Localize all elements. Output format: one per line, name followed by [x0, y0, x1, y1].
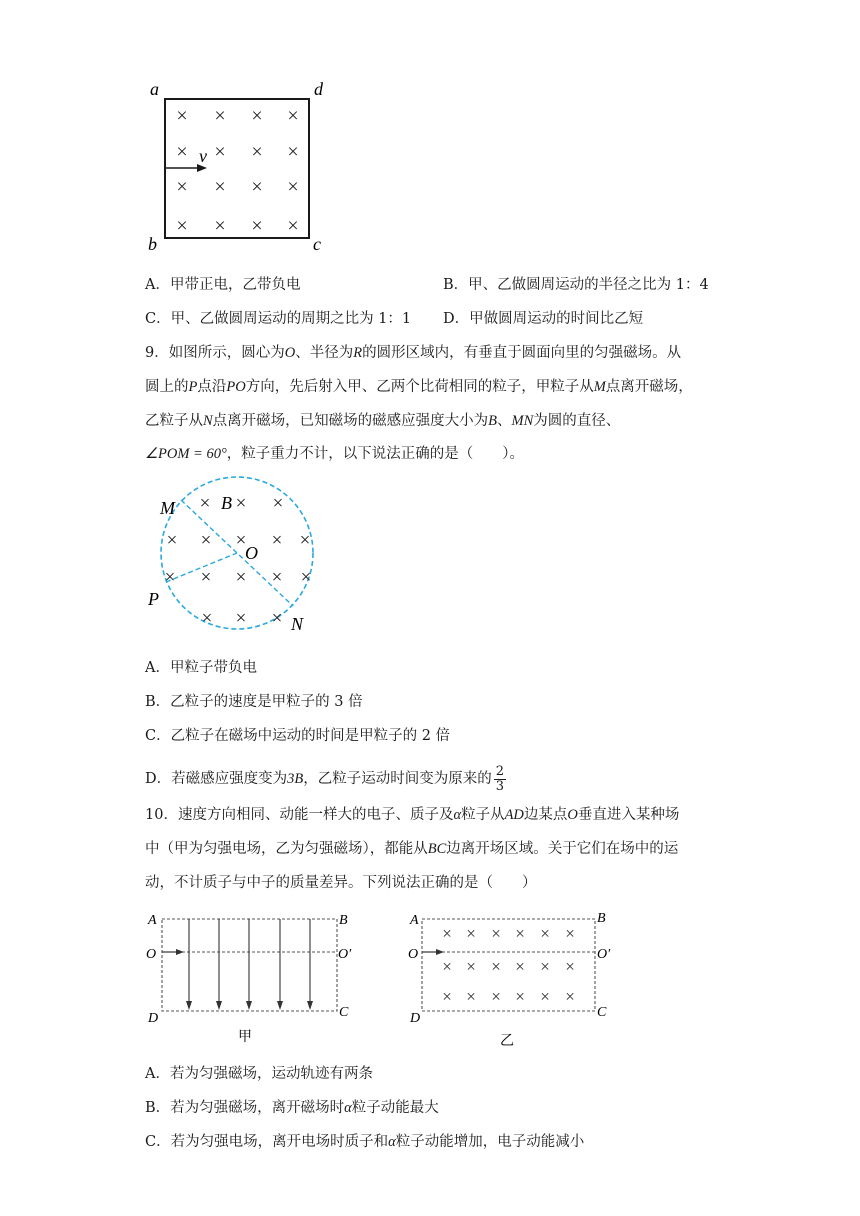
field-cross: ×: [251, 176, 263, 198]
q10-stem-line-2: 中（甲为匀强电场，乙为匀强磁场），都能从BC边离开场区域。关于它们在场中的运: [145, 841, 679, 857]
q10-stem-line-3: 动，不计质子与中子的质量差异。下列说法正确的是（ ）: [145, 875, 537, 891]
field-cross: ×: [235, 530, 247, 551]
label-o-prime: O′: [338, 947, 352, 962]
field-cross: ×: [272, 493, 284, 514]
q8-option-d: D．甲做圆周运动的时间比乙短: [443, 311, 644, 327]
corner-label-c: c: [313, 234, 321, 254]
field-cross: ×: [466, 987, 476, 1006]
corner-label-a: a: [150, 79, 159, 99]
field-cross: ×: [199, 493, 211, 514]
field-cross: ×: [235, 493, 247, 514]
field-line-arrowhead: [246, 1001, 252, 1010]
q9-option-a: A．甲粒子带负电: [145, 660, 257, 676]
field-cross: ×: [466, 957, 476, 976]
field-line-arrowhead: [277, 1001, 283, 1010]
entry-arrow-head: [176, 949, 184, 955]
label-d: D: [148, 1011, 159, 1026]
field-cross: ×: [235, 567, 247, 588]
field-cross: ×: [176, 141, 188, 163]
q9-stem-line-3: 乙粒子从N点离开磁场，已知磁场的磁感应强度大小为B、MN为圆的直径、: [145, 413, 621, 429]
q8-option-c: C．甲、乙做圆周运动的周期之比为 1：1: [145, 311, 412, 327]
label-b: B: [597, 911, 606, 926]
field-cross: ×: [200, 567, 212, 588]
label-a: A: [410, 913, 419, 928]
field-cross: ×: [164, 567, 176, 588]
label-o: O: [146, 947, 157, 962]
field-cross: ×: [565, 987, 575, 1006]
field-cross: ×: [287, 105, 299, 127]
field-cross: ×: [251, 215, 263, 237]
field-cross: ×: [442, 957, 452, 976]
field-cross: ×: [300, 567, 312, 588]
q10-stem-line-1: 10．速度方向相同、动能一样大的电子、质子及α粒子从AD边某点O垂直进入某种场: [145, 807, 680, 823]
field-line-arrowhead: [186, 1001, 192, 1010]
label-c: C: [339, 1005, 349, 1020]
field-cross: ×: [271, 567, 283, 588]
field-cross: ×: [214, 141, 226, 163]
center-label-o: O: [245, 543, 258, 563]
square-field-figure: [0, 0, 860, 260]
field-cross: ×: [235, 608, 247, 629]
field-cross: ×: [442, 987, 452, 1006]
field-cross: ×: [214, 176, 226, 198]
field-cross: ×: [176, 215, 188, 237]
field-label-b: B: [221, 493, 232, 513]
q10-option-b: B．若为匀强磁场，离开磁场时α粒子动能最大: [145, 1100, 439, 1116]
cross-marks: [165, 493, 312, 629]
label-d: D: [410, 1011, 421, 1026]
field-cross: ×: [540, 924, 550, 943]
q9-angle: ∠POM = 60°: [145, 446, 227, 462]
electric-field-figure: [146, 913, 352, 1045]
field-cross: ×: [299, 530, 311, 551]
field-cross: ×: [565, 957, 575, 976]
field-cross: ×: [251, 141, 263, 163]
field-cross: ×: [176, 105, 188, 127]
label-b: B: [339, 913, 348, 928]
q10-option-c: C．若为匀强电场，离开电场时质子和α粒子动能增加，电子动能减小: [145, 1134, 585, 1150]
point-label-m: M: [160, 498, 175, 518]
label-o: O: [408, 947, 419, 962]
cross-marks: [442, 924, 575, 1006]
corner-label-d: d: [314, 79, 323, 99]
field-cross: ×: [271, 530, 283, 551]
circle-field-figure: [0, 470, 860, 670]
field-cross: ×: [515, 957, 525, 976]
entry-arrow-head: [436, 949, 444, 955]
caption-yi: 乙: [500, 1034, 514, 1049]
field-cross: ×: [515, 987, 525, 1006]
field-line-arrowhead: [307, 1001, 313, 1010]
point-label-p: P: [148, 589, 159, 609]
q9-stem-line-4: ∠POM = 60°，粒子重力不计，以下说法正确的是（ ）。: [145, 446, 524, 462]
field-rectangles-figure: [0, 905, 860, 1055]
q9-option-d: D．若磁感应强度变为3B，乙粒子运动时间变为原来的 $\frac{2}{3}$: [145, 763, 505, 794]
field-cross: ×: [442, 924, 452, 943]
q9-option-b: B．乙粒子的速度是甲粒子的 3 倍: [145, 694, 363, 710]
field-cross: ×: [565, 924, 575, 943]
field-cross: ×: [491, 924, 501, 943]
q9-stem-line-2: 圆上的P点沿PO方向，先后射入甲、乙两个比荷相同的粒子，甲粒子从M点离开磁场，: [145, 379, 693, 395]
caption-jia: 甲: [238, 1030, 252, 1045]
velocity-label: v: [199, 146, 207, 166]
field-cross: ×: [491, 987, 501, 1006]
field-cross: ×: [201, 608, 213, 629]
field-cross: ×: [214, 105, 226, 127]
point-label-n: N: [291, 614, 304, 634]
corner-label-b: b: [148, 234, 157, 254]
field-lines: [186, 919, 313, 1010]
field-cross: ×: [287, 141, 299, 163]
field-cross: ×: [540, 957, 550, 976]
q8-option-b: B．甲、乙做圆周运动的半径之比为 1：4: [443, 277, 709, 293]
field-cross: ×: [251, 105, 263, 127]
field-cross: ×: [176, 176, 188, 198]
field-cross: ×: [271, 608, 283, 629]
field-cross: ×: [287, 215, 299, 237]
cross-marks: [176, 105, 298, 237]
q10-option-a: A．若为匀强磁场，运动轨迹有两条: [145, 1066, 373, 1082]
field-cross: ×: [200, 530, 212, 551]
field-cross: ×: [515, 924, 525, 943]
field-cross: ×: [166, 530, 178, 551]
field-cross: ×: [540, 987, 550, 1006]
label-o-prime: O′: [597, 947, 611, 962]
field-cross: ×: [214, 215, 226, 237]
magnetic-field-figure: [408, 911, 611, 1049]
q9-stem-line-1: 9．如图所示，圆心为O、半径为R的圆形区域内，有垂直于圆面向里的匀强磁场。从: [145, 345, 682, 361]
q9-option-c: C．乙粒子在磁场中运动的时间是甲粒子的 2 倍: [145, 728, 451, 744]
field-cross: ×: [466, 924, 476, 943]
label-c: C: [597, 1005, 607, 1020]
label-a: A: [148, 913, 157, 928]
q8-option-a: A．甲带正电，乙带负电: [145, 277, 301, 293]
field-line-arrowhead: [216, 1001, 222, 1010]
field-cross: ×: [287, 176, 299, 198]
fraction-two-thirds: $\frac{2}{3}$: [495, 763, 505, 794]
field-cross: ×: [491, 957, 501, 976]
